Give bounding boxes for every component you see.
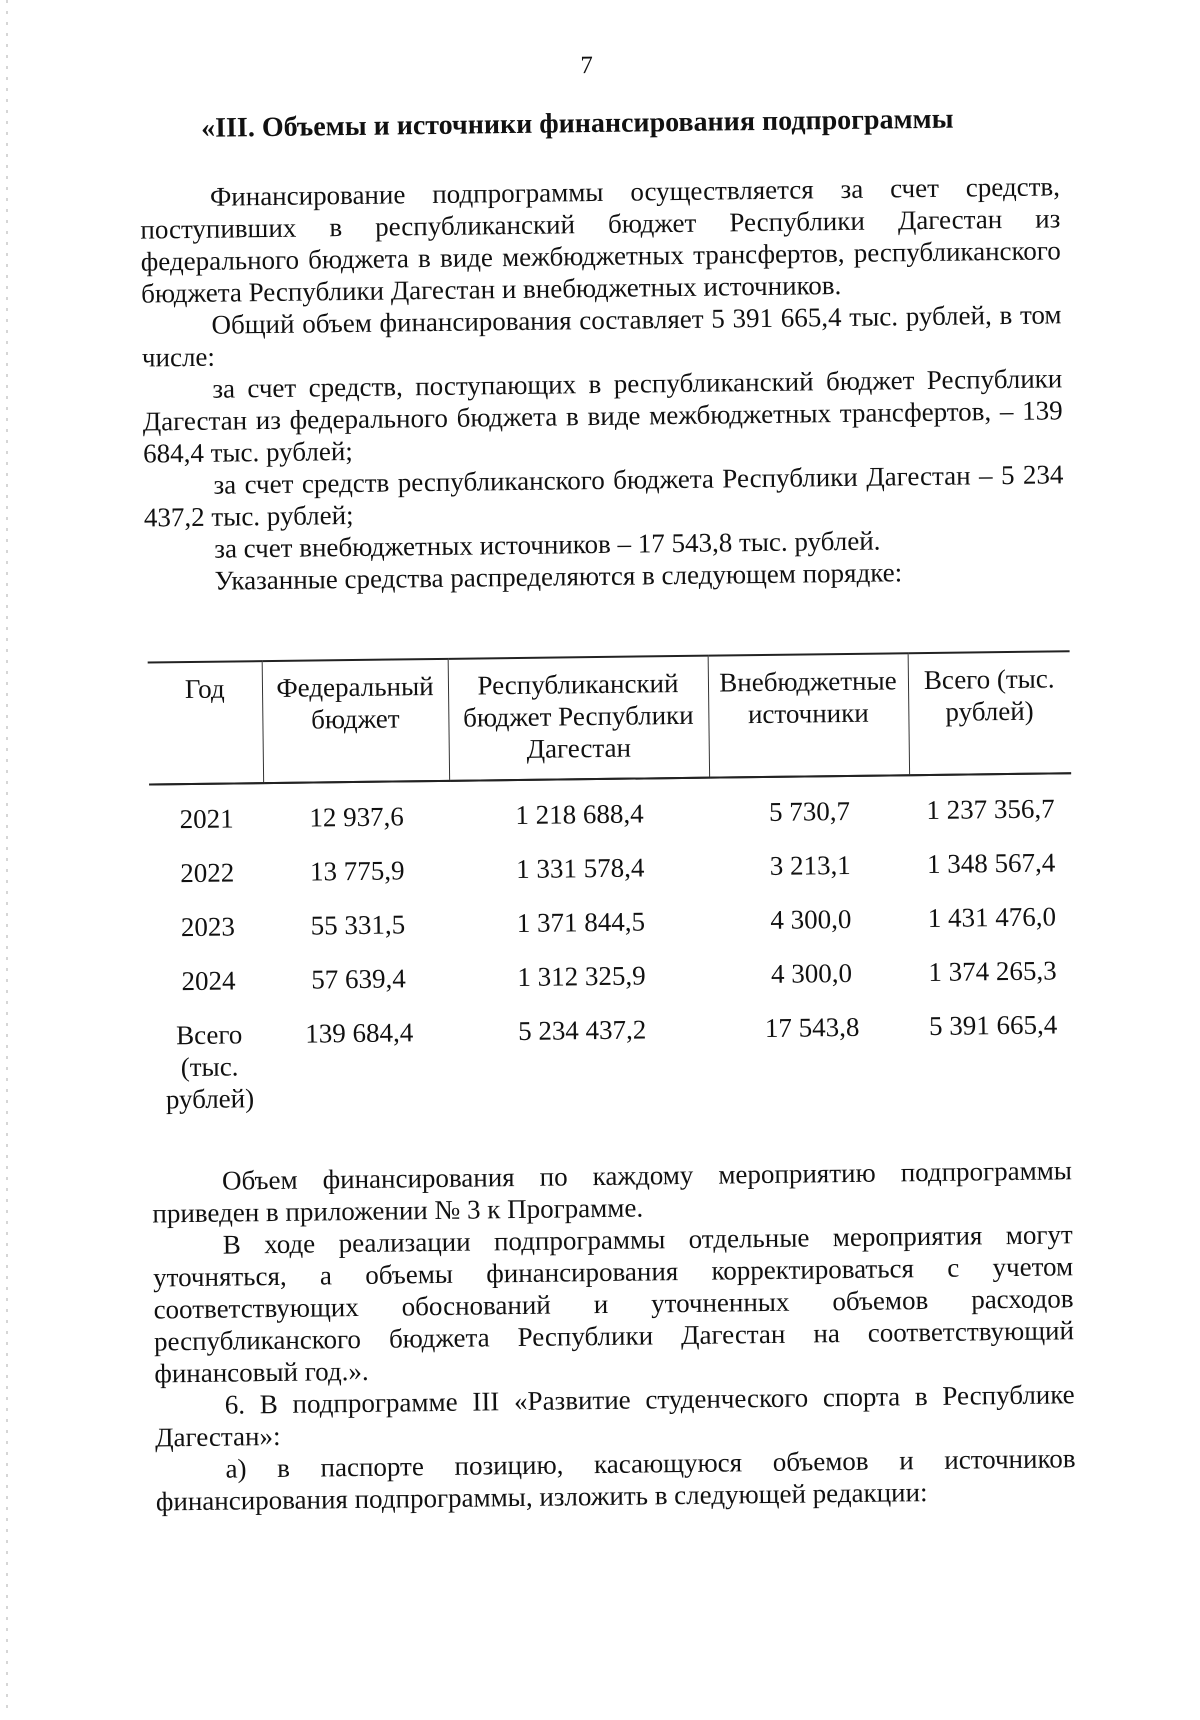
paragraph-financing-sources: Финансирование подпрограммы осуществляется за счет средств, поступивших в республиканский бюджет Республики Дагестан из федерального бюджета в виде межбюджетных трансфертов, республиканского бюджета Республики Дагестан и внебюджетных источников. <box>140 171 1061 309</box>
cell-extrabudget: 4 300,0 <box>770 903 852 935</box>
cell-federal: 57 639,4 <box>311 963 406 995</box>
cell-republic: 1 331 578,4 <box>515 852 645 885</box>
cell-extrabudget: 17 543,8 <box>764 1011 860 1043</box>
cell-federal: 55 331,5 <box>310 909 406 941</box>
paragraph-republic-share: за счет средств республиканского бюджета Республики Дагестан – 5 234 437,2 тыс. рублей; <box>143 459 1064 533</box>
section-heading: «III. Объемы и источники финансирования подпрограммы <box>200 103 954 144</box>
cell-total: 1 237 356,7 <box>926 793 1055 826</box>
paragraph-total-volume: Общий объем финансирования составляет 5 391 665,4 тыс. рублей, в том числе: <box>141 299 1062 373</box>
cell-republic: 1 218 688,4 <box>515 798 644 831</box>
cell-year: Всего (тыс. рублей) <box>165 1019 255 1115</box>
header-extrabudget: Внебюджетные источники <box>708 653 909 777</box>
cell-total: 1 431 476,0 <box>927 901 1057 934</box>
cell-year: 2022 <box>180 857 235 889</box>
header-year: Год <box>148 661 263 784</box>
cell-republic: 5 234 437,2 <box>517 1014 647 1047</box>
cell-extrabudget: 4 300,0 <box>770 957 853 989</box>
header-republic: Республиканский бюджет Республики Дагестан <box>448 656 709 781</box>
cell-federal: 139 684,4 <box>305 1017 414 1049</box>
paragraph-passport-edit: а) в паспорте позицию, касающуюся объемов и источников финансирования подпрограммы, изложить в следующей редакции: <box>155 1443 1076 1517</box>
paragraph-extrabudget-share: за счет внебюджетных источников – 17 543,8 тыс. рублей. <box>214 525 881 564</box>
paragraph-table-intro: Указанные средства распределяются в следующем порядке: <box>214 557 903 596</box>
cell-republic: 1 312 325,9 <box>517 960 646 993</box>
cell-year: 2023 <box>180 911 236 943</box>
paragraph-subprogram-3: 6. В подпрограмме III «Развитие студенческого спорта в Республике Дагестан»: <box>154 1379 1075 1453</box>
header-total: Всего (тыс. рублей) <box>908 651 1071 775</box>
table-header-row <box>148 651 1071 784</box>
cell-extrabudget: 5 730,7 <box>768 795 851 827</box>
table-row-total <box>152 990 1075 1119</box>
cell-republic: 1 371 844,5 <box>516 906 646 939</box>
cell-total: 1 374 265,3 <box>928 955 1057 987</box>
cell-total: 1 348 567,4 <box>926 847 1056 880</box>
cell-federal: 13 775,9 <box>309 855 405 887</box>
cell-federal: 12 937,6 <box>309 801 405 833</box>
header-federal: Федеральный бюджет <box>262 659 449 783</box>
cell-total: 5 391 665,4 <box>928 1009 1058 1041</box>
cell-extrabudget: 3 213,1 <box>769 849 851 881</box>
cell-year: 2024 <box>181 965 236 997</box>
closing-text <box>152 1154 1076 1517</box>
financing-table <box>148 650 1076 1119</box>
intro-text <box>140 170 1065 597</box>
paragraph-adjustments: В ходе реализации подпрограммы отдельные мероприятия могут уточняться, а объемы финансирования корректироваться с учетом соответствующих обоснований и уточненных объемов расходов республиканского бюджета Республики Дагестан на соответствующий финансовый год.». <box>153 1219 1075 1389</box>
page-number: 7 <box>580 52 594 80</box>
paragraph-appendix-ref: Объем финансирования по каждому мероприятию подпрограммы приведен в приложении № 3 к Программе. <box>152 1155 1073 1229</box>
cell-year: 2021 <box>179 803 234 835</box>
paragraph-federal-share: за счет средств, поступающих в республиканский бюджет Республики Дагестан из федерального бюджета в виде межбюджетных трансфертов, – 139 684,4 тыс. рублей; <box>142 363 1063 469</box>
